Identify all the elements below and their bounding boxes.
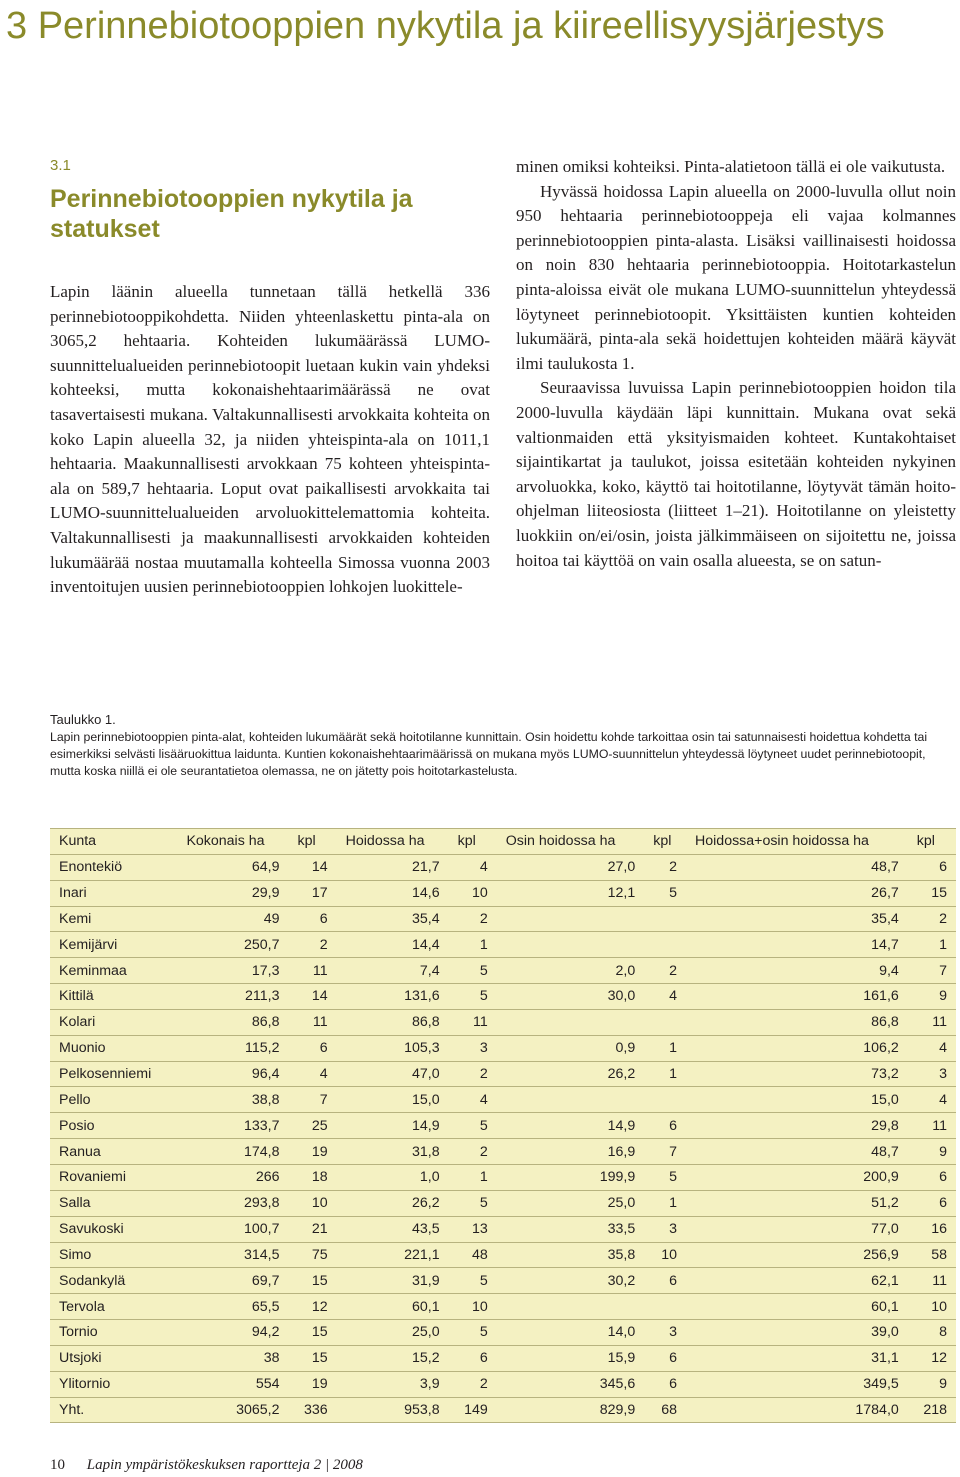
table-cell-value: 5 xyxy=(449,1268,497,1294)
table-cell-value: 7 xyxy=(288,1087,336,1113)
table-cell-value: 256,9 xyxy=(686,1242,908,1268)
table-row xyxy=(50,1190,956,1216)
table-cell-value: 829,9 xyxy=(497,1397,645,1423)
table-cell-value: 11 xyxy=(288,958,336,984)
table-cell-value: 15,0 xyxy=(337,1087,449,1113)
left-text-column xyxy=(50,280,490,600)
table-cell-value: 1784,0 xyxy=(686,1397,908,1423)
table-cell-value: 35,4 xyxy=(337,906,449,932)
section-title: Perinnebiotooppien nykytila ja statukset xyxy=(50,185,413,243)
table-cell-value: 12 xyxy=(908,1345,956,1371)
table-cell-value: 96,4 xyxy=(177,1061,288,1087)
table-cell-value: 33,5 xyxy=(497,1216,645,1242)
table-cell-value: 4 xyxy=(288,1061,336,1087)
table-cell-value: 25,0 xyxy=(497,1190,645,1216)
table-cell-value: 14,7 xyxy=(686,932,908,958)
table-cell-municipality: Muonio xyxy=(50,1035,177,1061)
table-cell-value: 2,0 xyxy=(497,958,645,984)
table-row xyxy=(50,1164,956,1190)
table-cell-value xyxy=(644,1009,686,1035)
table-cell-value: 48,7 xyxy=(686,1139,908,1165)
table-cell-municipality: Simo xyxy=(50,1242,177,1268)
table-cell-value: 31,8 xyxy=(337,1139,449,1165)
table-cell-value: 4 xyxy=(644,984,686,1010)
table-row xyxy=(50,854,956,880)
table-cell-value: 3 xyxy=(449,1035,497,1061)
table-caption-label: Taulukko 1. xyxy=(50,712,116,727)
table-row xyxy=(50,1345,956,1371)
table-cell-value: 14,6 xyxy=(337,880,449,906)
table-cell-value: 11 xyxy=(908,1009,956,1035)
table-header-cell: Osin hoidossa ha xyxy=(497,829,645,855)
table-cell-value: 14,9 xyxy=(497,1113,645,1139)
table-cell-municipality: Pelkosenniemi xyxy=(50,1061,177,1087)
table-cell-value: 100,7 xyxy=(177,1216,288,1242)
table-cell-value: 10 xyxy=(449,880,497,906)
table-cell-value: 15 xyxy=(288,1268,336,1294)
table-cell-value: 17 xyxy=(288,880,336,906)
table-cell-value: 5 xyxy=(644,880,686,906)
table-cell-value: 3 xyxy=(644,1216,686,1242)
table-cell-value: 9 xyxy=(908,984,956,1010)
table-cell-value xyxy=(497,1087,645,1113)
table-cell-municipality: Sodankylä xyxy=(50,1268,177,1294)
paragraph: Lapin läänin alueella tunnetaan tällä hetkellä 336 perinnebiotooppikohdetta. Niiden yhteenlaskettu pinta-ala on 3065,2 hehtaaria. Kohteiden lukumäärässä LUMO-suunnittelualueiden perinnebiotoopit luetaan kukin vain yhdeksi kohteeksi, mutta kokonaishehtaarimäärässä ne ovat tasavertaisesti mukana. Valtakunnallisesti arvokkaita kohteita on koko Lapin alueella 32, ja niiden yhteispinta-ala on 1011,1 hehtaaria. Maakunnallisesti arvokkaan 75 kohteen yhteispinta-ala on 589,7 hehtaaria. Loput ovat paikallisesti arvokkaita tai LUMO-suunnittelualueiden arvoluokittelemattomia kohteita. Valtakunnallisesti ja maakunnallisesti arvokkaiden kohteiden lukumäärää nostaa muutamalla kohteella Simossa vuonna 2003 inventoitujen uusien perinnebiotooppien lohkojen luokittele- xyxy=(50,282,490,597)
table-cell-value: 105,3 xyxy=(337,1035,449,1061)
table-cell-value: 60,1 xyxy=(686,1294,908,1320)
table-cell-value: 8 xyxy=(908,1320,956,1346)
table-cell-municipality: Inari xyxy=(50,880,177,906)
table-row xyxy=(50,1139,956,1165)
table-cell-value: 1 xyxy=(449,932,497,958)
table-cell-value: 48,7 xyxy=(686,854,908,880)
table-cell-value: 47,0 xyxy=(337,1061,449,1087)
table-cell-value: 6 xyxy=(644,1113,686,1139)
table-row xyxy=(50,1035,956,1061)
right-text-column xyxy=(516,155,956,573)
table-cell-value: 14,9 xyxy=(337,1113,449,1139)
table-header-cell: Hoidossa ha xyxy=(337,829,449,855)
table-cell-value: 554 xyxy=(177,1371,288,1397)
table-cell-value: 7,4 xyxy=(337,958,449,984)
table-row xyxy=(50,906,956,932)
table-cell-value: 1 xyxy=(644,1061,686,1087)
table-cell-value: 2 xyxy=(288,932,336,958)
table-cell-value: 953,8 xyxy=(337,1397,449,1423)
paragraph: Seuraavissa luvuissa Lapin perinnebiotooppien hoidon tila 2000-luvulla käydään läpi kunnittain. Mukana ovat sekä valtionmaiden että yksityismaiden kohteet. Kuntakohtaiset sijaintikartat ja taulukot, joissa esitetään kohteiden nykyinen arvoluokka, koko, käyttö tai hoitotilanne, löytyvät tämän hoito-ohjelman liiteosiosta (liitteet 1–21). Hoitotilanne on yleistetty luokkiin on/ei/osin, joista jälkimmäiseen on sijoitettu ne, joissa hoitoa tai käyttöä on vain osalla alueesta, se on satun- xyxy=(516,378,956,570)
municipality-table xyxy=(50,828,956,1423)
table-header-cell: Kokonais ha xyxy=(177,829,288,855)
table-cell-value: 10 xyxy=(908,1294,956,1320)
table-cell-value: 12 xyxy=(288,1294,336,1320)
table-cell-value: 68 xyxy=(644,1397,686,1423)
table-cell-municipality: Pello xyxy=(50,1087,177,1113)
table-cell-municipality: Utsjoki xyxy=(50,1345,177,1371)
table-cell-value: 15 xyxy=(908,880,956,906)
table-cell-value: 1 xyxy=(644,1035,686,1061)
table-cell-municipality: Tornio xyxy=(50,1320,177,1346)
table-cell-value: 4 xyxy=(449,1087,497,1113)
table-cell-value: 43,5 xyxy=(337,1216,449,1242)
table-row xyxy=(50,1242,956,1268)
table-cell-value xyxy=(644,906,686,932)
table-cell-value: 11 xyxy=(449,1009,497,1035)
table-cell-value: 336 xyxy=(288,1397,336,1423)
table-cell-value: 75 xyxy=(288,1242,336,1268)
table-cell-value: 5 xyxy=(449,1113,497,1139)
table-cell-municipality: Yht. xyxy=(50,1397,177,1423)
table-cell-value: 73,2 xyxy=(686,1061,908,1087)
table-cell-value: 26,2 xyxy=(497,1061,645,1087)
table-row xyxy=(50,932,956,958)
table-cell-value: 10 xyxy=(449,1294,497,1320)
table-cell-value: 3065,2 xyxy=(177,1397,288,1423)
table-cell-value: 6 xyxy=(288,906,336,932)
table-cell-municipality: Keminmaa xyxy=(50,958,177,984)
table-cell-value: 25,0 xyxy=(337,1320,449,1346)
table-row xyxy=(50,1320,956,1346)
table-cell-value: 2 xyxy=(908,906,956,932)
table-cell-value: 0,9 xyxy=(497,1035,645,1061)
table-cell-municipality: Kolari xyxy=(50,1009,177,1035)
table-header-cell: kpl xyxy=(644,829,686,855)
table-cell-value: 29,8 xyxy=(686,1113,908,1139)
table-cell-value: 17,3 xyxy=(177,958,288,984)
table-cell-value: 2 xyxy=(449,906,497,932)
table-cell-municipality: Kittilä xyxy=(50,984,177,1010)
paragraph: Hyvässä hoidossa Lapin alueella on 2000-luvulla ollut noin 950 hehtaaria perinnebiotooppeja eli vajaa kolmannes perinnebiotooppien pinta-alasta. Lisäksi vaillinaisesti hoidossa on noin 830 hehtaaria perinnebiotooppia. Hoitotarkastelun pinta-aloissa eivät ole mukana LUMO-suunnittelun yhteydessä löytyneet perinnebiotoopit. Yksittäisten kuntien kohteiden lukumäärä, pinta-ala sekä hoidettujen kohteiden määrä käyvät ilmi taulukosta 1. xyxy=(516,181,956,373)
page-footer xyxy=(50,1457,550,1474)
table-cell-value: 1 xyxy=(644,1190,686,1216)
table-cell-value: 16 xyxy=(908,1216,956,1242)
section-number: 3.1 xyxy=(50,157,71,174)
table-cell-value: 30,0 xyxy=(497,984,645,1010)
table-row xyxy=(50,1009,956,1035)
table-cell-value: 31,1 xyxy=(686,1345,908,1371)
table-row xyxy=(50,880,956,906)
table-cell-value: 64,9 xyxy=(177,854,288,880)
table-cell-value: 6 xyxy=(644,1268,686,1294)
table-header-cell: kpl xyxy=(288,829,336,855)
table-cell-value: 11 xyxy=(288,1009,336,1035)
table-row xyxy=(50,1087,956,1113)
table-cell-municipality: Tervola xyxy=(50,1294,177,1320)
table-cell-value: 15,9 xyxy=(497,1345,645,1371)
table-cell-value: 1 xyxy=(449,1164,497,1190)
table-cell-value: 18 xyxy=(288,1164,336,1190)
table-cell-value: 77,0 xyxy=(686,1216,908,1242)
table-cell-value: 174,8 xyxy=(177,1139,288,1165)
table-cell-value: 21,7 xyxy=(337,854,449,880)
table-cell-value: 12,1 xyxy=(497,880,645,906)
table-cell-value: 21 xyxy=(288,1216,336,1242)
table-cell-value: 5 xyxy=(449,1190,497,1216)
table-cell-value: 106,2 xyxy=(686,1035,908,1061)
chapter-title: 3 Perinnebiotooppien nykytila ja kiireellisyysjärjestys xyxy=(6,5,885,47)
table-cell-value: 133,7 xyxy=(177,1113,288,1139)
table-cell-value: 86,8 xyxy=(337,1009,449,1035)
paragraph: minen omiksi kohteiksi. Pinta-alatietoon tällä ei ole vaikutusta. xyxy=(516,157,946,176)
table-cell-value: 7 xyxy=(644,1139,686,1165)
table-cell-value: 2 xyxy=(449,1371,497,1397)
table-cell-value: 19 xyxy=(288,1139,336,1165)
table-cell-municipality: Enontekiö xyxy=(50,854,177,880)
table-cell-value: 3 xyxy=(908,1061,956,1087)
table-cell-value: 250,7 xyxy=(177,932,288,958)
table-cell-value: 4 xyxy=(449,854,497,880)
table-row xyxy=(50,1397,956,1423)
table-cell-value: 16,9 xyxy=(497,1139,645,1165)
table-cell-value: 1,0 xyxy=(337,1164,449,1190)
table-cell-value: 218 xyxy=(908,1397,956,1423)
table-cell-value: 4 xyxy=(908,1087,956,1113)
table-cell-value: 11 xyxy=(908,1113,956,1139)
table-cell-value: 86,8 xyxy=(686,1009,908,1035)
table-cell-value: 5 xyxy=(449,984,497,1010)
table-cell-value: 6 xyxy=(908,854,956,880)
table-cell-value: 293,8 xyxy=(177,1190,288,1216)
table-cell-value xyxy=(497,1009,645,1035)
table-cell-value: 4 xyxy=(908,1035,956,1061)
table-cell-value xyxy=(644,932,686,958)
table-cell-value: 6 xyxy=(644,1371,686,1397)
table-cell-value: 1 xyxy=(908,932,956,958)
table-cell-value: 29,9 xyxy=(177,880,288,906)
table-cell-value: 9 xyxy=(908,1371,956,1397)
table-cell-value: 49 xyxy=(177,906,288,932)
table-cell-value: 349,5 xyxy=(686,1371,908,1397)
table-cell-value: 9,4 xyxy=(686,958,908,984)
table-cell-value: 26,2 xyxy=(337,1190,449,1216)
table-cell-value: 2 xyxy=(644,854,686,880)
table-cell-value: 15 xyxy=(288,1345,336,1371)
table-cell-value: 38 xyxy=(177,1345,288,1371)
table-cell-value: 149 xyxy=(449,1397,497,1423)
table-cell-municipality: Salla xyxy=(50,1190,177,1216)
table-cell-value: 2 xyxy=(449,1061,497,1087)
table-cell-value: 31,9 xyxy=(337,1268,449,1294)
table-header-row xyxy=(50,829,956,855)
table-cell-value: 69,7 xyxy=(177,1268,288,1294)
table-cell-value xyxy=(497,906,645,932)
table-cell-value: 39,0 xyxy=(686,1320,908,1346)
table-row xyxy=(50,958,956,984)
table-cell-value xyxy=(497,1294,645,1320)
table-cell-value: 15,0 xyxy=(686,1087,908,1113)
table-header-cell: Hoidossa+osin hoidossa ha xyxy=(686,829,908,855)
table-caption xyxy=(50,711,955,780)
table-cell-value: 30,2 xyxy=(497,1268,645,1294)
table-row xyxy=(50,1268,956,1294)
table-cell-value: 86,8 xyxy=(177,1009,288,1035)
table-cell-value: 6 xyxy=(644,1345,686,1371)
table-cell-municipality: Rovaniemi xyxy=(50,1164,177,1190)
publication-name: Lapin ympäristökeskuksen raportteja 2 | 2008 xyxy=(86,1457,363,1473)
table-header-cell: Kunta xyxy=(50,829,177,855)
table-cell-municipality: Kemi xyxy=(50,906,177,932)
page-number: 10 xyxy=(50,1457,65,1473)
table-cell-value: 7 xyxy=(908,958,956,984)
table-cell-value: 13 xyxy=(449,1216,497,1242)
table-cell-value: 35,8 xyxy=(497,1242,645,1268)
table-cell-value: 199,9 xyxy=(497,1164,645,1190)
table-cell-value: 15 xyxy=(288,1320,336,1346)
table-cell-value: 314,5 xyxy=(177,1242,288,1268)
table-row xyxy=(50,984,956,1010)
table-cell-value: 94,2 xyxy=(177,1320,288,1346)
table-cell-value: 58 xyxy=(908,1242,956,1268)
table-cell-value: 65,5 xyxy=(177,1294,288,1320)
table-cell-value: 5 xyxy=(449,1320,497,1346)
table-cell-value: 26,7 xyxy=(686,880,908,906)
table-cell-value: 14,0 xyxy=(497,1320,645,1346)
table-cell-value: 11 xyxy=(908,1268,956,1294)
table-cell-value: 5 xyxy=(449,958,497,984)
table-cell-value: 15,2 xyxy=(337,1345,449,1371)
table-cell-value: 14 xyxy=(288,854,336,880)
table-cell-value: 9 xyxy=(908,1139,956,1165)
table-row xyxy=(50,1371,956,1397)
table-cell-value xyxy=(644,1087,686,1113)
table-row xyxy=(50,1113,956,1139)
table-header-cell: kpl xyxy=(449,829,497,855)
table-row xyxy=(50,1294,956,1320)
table-cell-value: 2 xyxy=(449,1139,497,1165)
table-cell-municipality: Kemijärvi xyxy=(50,932,177,958)
table-cell-value: 25 xyxy=(288,1113,336,1139)
table-cell-value: 10 xyxy=(644,1242,686,1268)
table-cell-value: 48 xyxy=(449,1242,497,1268)
table-cell-value: 10 xyxy=(288,1190,336,1216)
table-cell-municipality: Ylitornio xyxy=(50,1371,177,1397)
table-row xyxy=(50,1061,956,1087)
table-cell-value: 345,6 xyxy=(497,1371,645,1397)
table-cell-value: 14,4 xyxy=(337,932,449,958)
table-row xyxy=(50,1216,956,1242)
table-cell-value: 60,1 xyxy=(337,1294,449,1320)
table-cell-value: 27,0 xyxy=(497,854,645,880)
table-cell-value: 266 xyxy=(177,1164,288,1190)
table-body xyxy=(50,854,956,1423)
table-caption-text: Lapin perinnebiotooppien pinta-alat, kohteiden lukumäärät sekä hoitotilanne kunnittain. Osin hoidettu kohde tarkoittaa osin tai satunnaisesti hoidettua kohdetta tai esimerkiksi selvästi lisääruokittua laidunta. Kuntien kokonaishehtaarimäärissä on mukana myös LUMO-suunnittelun yhteydessä löytyneet uudet perinnebiotoopit, mutta koska niillä ei ole seurantatietoa olemassa, ne on jätetty pois hoitotarkastelusta. xyxy=(50,730,928,778)
table-cell-value: 6 xyxy=(908,1164,956,1190)
table-cell-value: 2 xyxy=(644,958,686,984)
table-cell-value: 161,6 xyxy=(686,984,908,1010)
table-cell-municipality: Posio xyxy=(50,1113,177,1139)
table-cell-value: 6 xyxy=(908,1190,956,1216)
table-cell-value: 6 xyxy=(449,1345,497,1371)
table-cell-value xyxy=(644,1294,686,1320)
table-cell-value: 131,6 xyxy=(337,984,449,1010)
table-cell-value: 14 xyxy=(288,984,336,1010)
table-cell-value: 200,9 xyxy=(686,1164,908,1190)
table-cell-value xyxy=(497,932,645,958)
table-cell-value: 6 xyxy=(288,1035,336,1061)
table-cell-value: 115,2 xyxy=(177,1035,288,1061)
table-cell-value: 221,1 xyxy=(337,1242,449,1268)
table-cell-value: 51,2 xyxy=(686,1190,908,1216)
table-cell-value: 35,4 xyxy=(686,906,908,932)
table-cell-value: 3,9 xyxy=(337,1371,449,1397)
table-cell-municipality: Ranua xyxy=(50,1139,177,1165)
table-cell-value: 38,8 xyxy=(177,1087,288,1113)
table-cell-value: 211,3 xyxy=(177,984,288,1010)
table-cell-value: 3 xyxy=(644,1320,686,1346)
table-header-cell: kpl xyxy=(908,829,956,855)
table-cell-value: 62,1 xyxy=(686,1268,908,1294)
table-cell-value: 19 xyxy=(288,1371,336,1397)
table-cell-value: 5 xyxy=(644,1164,686,1190)
table-cell-municipality: Savukoski xyxy=(50,1216,177,1242)
